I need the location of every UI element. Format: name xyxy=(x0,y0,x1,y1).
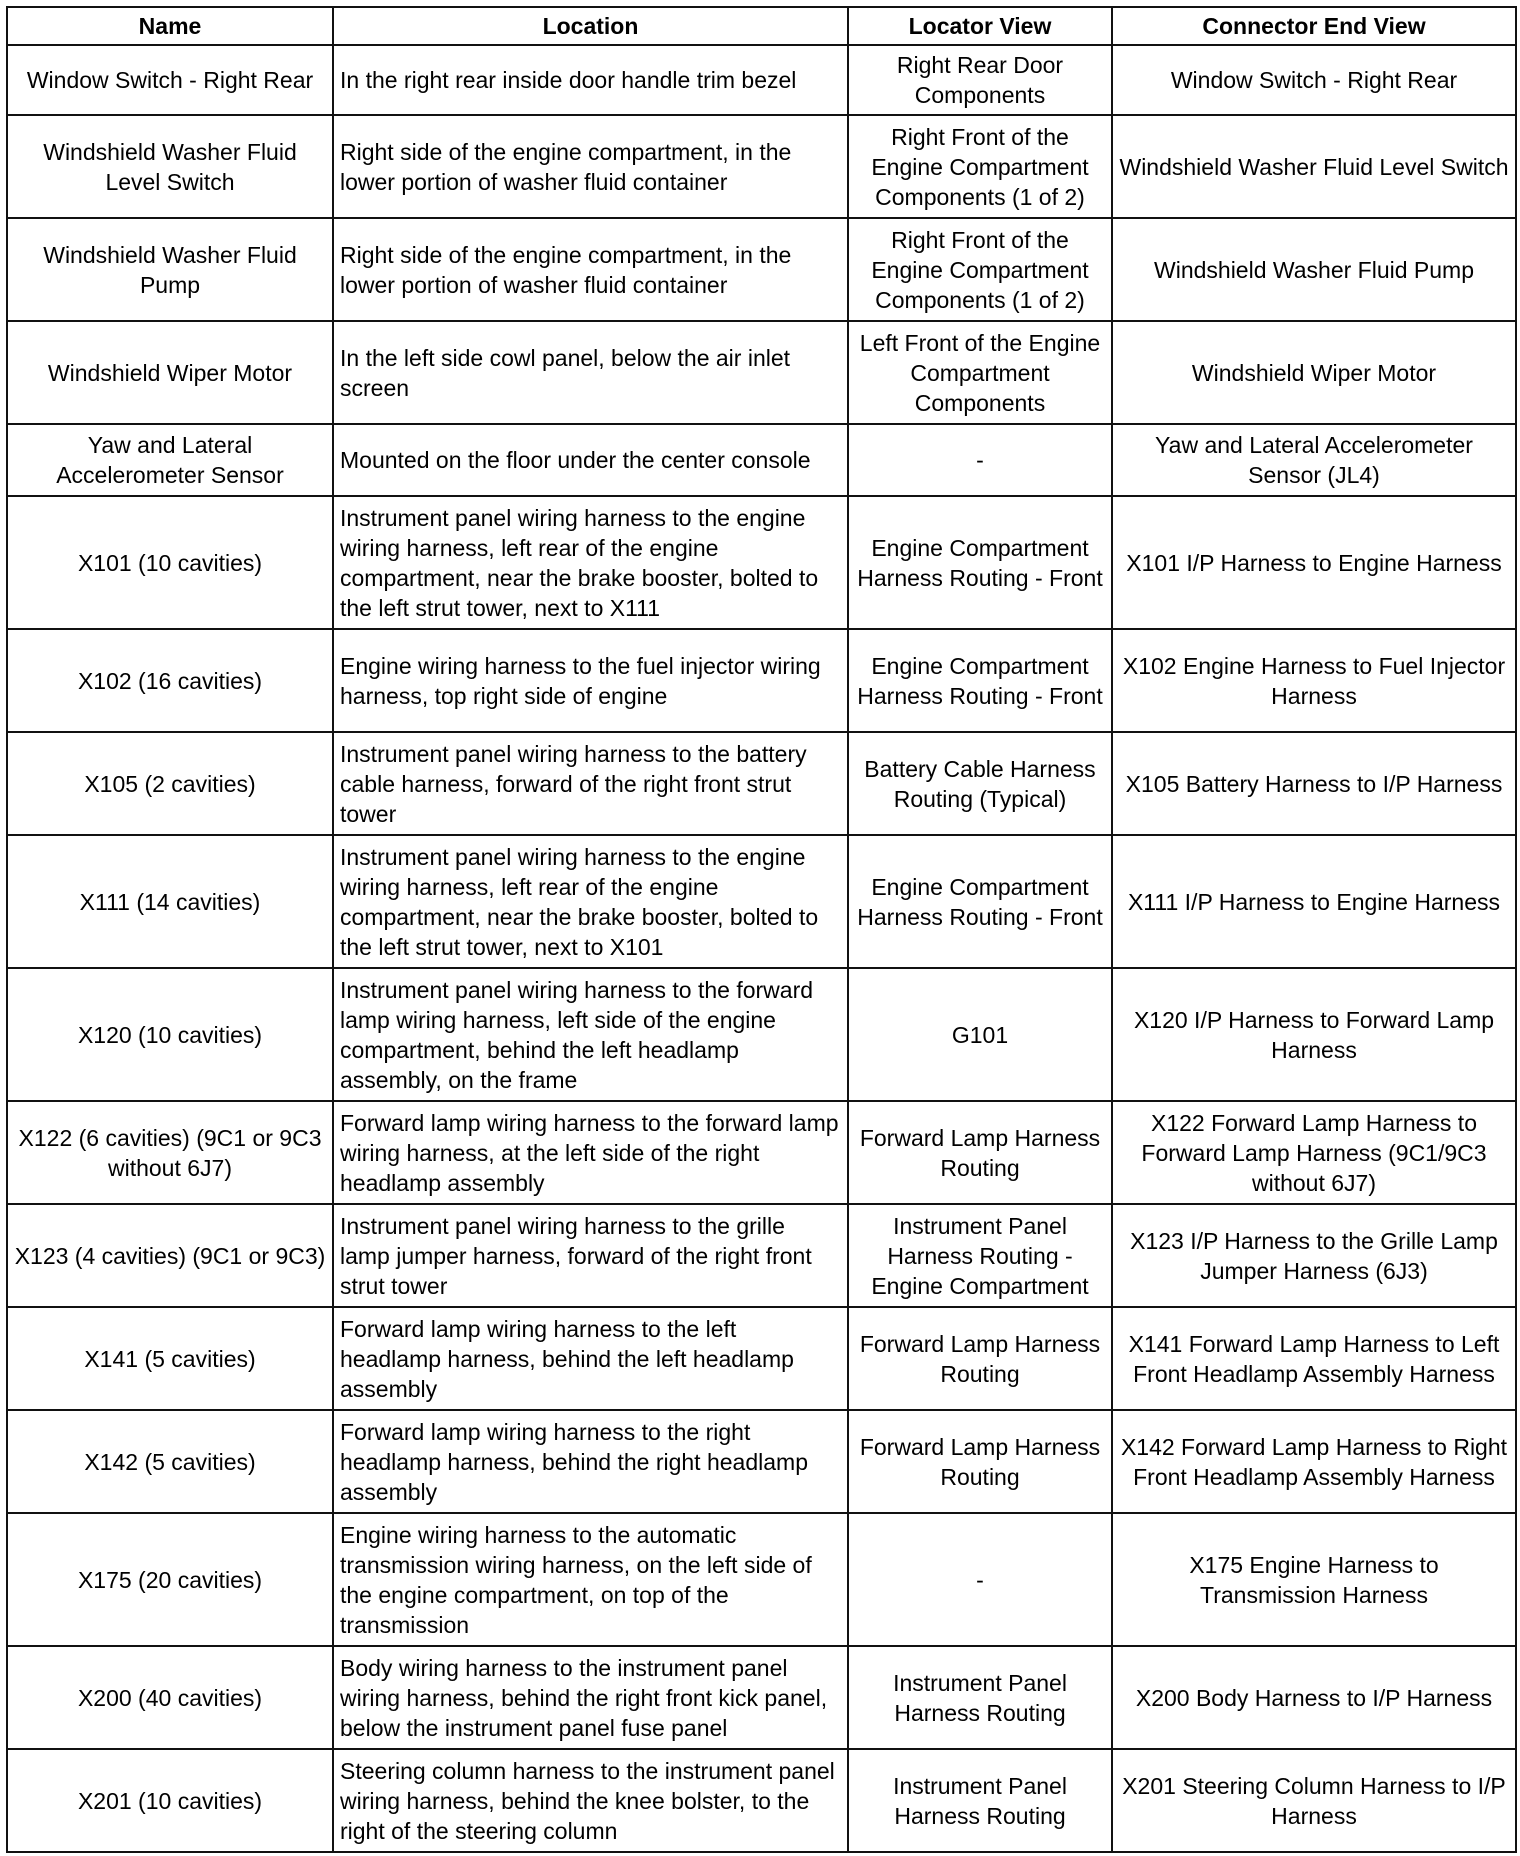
cell-location: Instrument panel wiring harness to the battery cable harness, forward of the right front strut tower xyxy=(333,732,848,835)
table-row xyxy=(7,1204,1516,1307)
cell-locator-view: Instrument Panel Harness Routing xyxy=(848,1646,1112,1749)
cell-connector-end-view: X201 Steering Column Harness to I/P Harness xyxy=(1112,1749,1516,1852)
cell-locator-view: Forward Lamp Harness Routing xyxy=(848,1307,1112,1410)
table-row xyxy=(7,115,1516,218)
cell-location: Forward lamp wiring harness to the left headlamp harness, behind the left headlamp assembly xyxy=(333,1307,848,1410)
cell-locator-view: Right Front of the Engine Compartment Components (1 of 2) xyxy=(848,115,1112,218)
cell-name: X102 (16 cavities) xyxy=(7,629,333,732)
header-connector-end-view: Connector End View xyxy=(1112,7,1516,45)
cell-location: Right side of the engine compartment, in the lower portion of washer fluid container xyxy=(333,218,848,321)
cell-name: X101 (10 cavities) xyxy=(7,496,333,629)
cell-locator-view: Engine Compartment Harness Routing - Front xyxy=(848,835,1112,968)
cell-locator-view: - xyxy=(848,1513,1112,1646)
cell-location: Forward lamp wiring harness to the forward lamp wiring harness, at the left side of the right headlamp assembly xyxy=(333,1101,848,1204)
table-row xyxy=(7,1307,1516,1410)
header-row xyxy=(7,7,1516,45)
table-row xyxy=(7,45,1516,115)
cell-name: Windshield Washer Fluid Level Switch xyxy=(7,115,333,218)
table-row xyxy=(7,321,1516,424)
cell-locator-view: Instrument Panel Harness Routing xyxy=(848,1749,1112,1852)
cell-location: Instrument panel wiring harness to the forward lamp wiring harness, left side of the engine compartment, behind the left headlamp assembly, on the frame xyxy=(333,968,848,1101)
table-row xyxy=(7,424,1516,496)
cell-connector-end-view: Windshield Washer Fluid Level Switch xyxy=(1112,115,1516,218)
cell-name: X105 (2 cavities) xyxy=(7,732,333,835)
cell-location: In the right rear inside door handle trim bezel xyxy=(333,45,848,115)
cell-connector-end-view: X111 I/P Harness to Engine Harness xyxy=(1112,835,1516,968)
cell-location: Mounted on the floor under the center console xyxy=(333,424,848,496)
table-row xyxy=(7,1410,1516,1513)
header-location: Location xyxy=(333,7,848,45)
cell-locator-view: G101 xyxy=(848,968,1112,1101)
table-row xyxy=(7,835,1516,968)
cell-location: Instrument panel wiring harness to the grille lamp jumper harness, forward of the right front strut tower xyxy=(333,1204,848,1307)
cell-connector-end-view: X101 I/P Harness to Engine Harness xyxy=(1112,496,1516,629)
cell-location: In the left side cowl panel, below the air inlet screen xyxy=(333,321,848,424)
cell-connector-end-view: X123 I/P Harness to the Grille Lamp Jumper Harness (6J3) xyxy=(1112,1204,1516,1307)
cell-location: Forward lamp wiring harness to the right headlamp harness, behind the right headlamp assembly xyxy=(333,1410,848,1513)
cell-name: X201 (10 cavities) xyxy=(7,1749,333,1852)
cell-locator-view: Instrument Panel Harness Routing - Engine Compartment xyxy=(848,1204,1112,1307)
cell-location: Steering column harness to the instrument panel wiring harness, behind the knee bolster, to the right of the steering column xyxy=(333,1749,848,1852)
cell-connector-end-view: X200 Body Harness to I/P Harness xyxy=(1112,1646,1516,1749)
table-row xyxy=(7,1646,1516,1749)
cell-connector-end-view: Windshield Wiper Motor xyxy=(1112,321,1516,424)
cell-connector-end-view: X175 Engine Harness to Transmission Harness xyxy=(1112,1513,1516,1646)
cell-connector-end-view: X102 Engine Harness to Fuel Injector Harness xyxy=(1112,629,1516,732)
cell-locator-view: - xyxy=(848,424,1112,496)
cell-locator-view: Engine Compartment Harness Routing - Front xyxy=(848,496,1112,629)
cell-connector-end-view: X141 Forward Lamp Harness to Left Front Headlamp Assembly Harness xyxy=(1112,1307,1516,1410)
table-row xyxy=(7,1749,1516,1852)
table-row xyxy=(7,1513,1516,1646)
table-row xyxy=(7,1101,1516,1204)
cell-locator-view: Forward Lamp Harness Routing xyxy=(848,1410,1112,1513)
cell-connector-end-view: Window Switch - Right Rear xyxy=(1112,45,1516,115)
cell-name: X123 (4 cavities) (9C1 or 9C3) xyxy=(7,1204,333,1307)
table-row xyxy=(7,629,1516,732)
cell-name: X142 (5 cavities) xyxy=(7,1410,333,1513)
cell-location: Instrument panel wiring harness to the engine wiring harness, left rear of the engine compartment, near the brake booster, bolted to the left strut tower, next to X111 xyxy=(333,496,848,629)
cell-location: Body wiring harness to the instrument panel wiring harness, behind the right front kick panel, below the instrument panel fuse panel xyxy=(333,1646,848,1749)
connector-table-container xyxy=(6,6,1517,1853)
cell-name: Yaw and Lateral Accelerometer Sensor xyxy=(7,424,333,496)
cell-location: Engine wiring harness to the fuel injector wiring harness, top right side of engine xyxy=(333,629,848,732)
cell-name: X175 (20 cavities) xyxy=(7,1513,333,1646)
cell-location: Right side of the engine compartment, in the lower portion of washer fluid container xyxy=(333,115,848,218)
cell-name: Window Switch - Right Rear xyxy=(7,45,333,115)
table-row xyxy=(7,496,1516,629)
connector-table xyxy=(6,6,1517,1853)
cell-name: X141 (5 cavities) xyxy=(7,1307,333,1410)
cell-connector-end-view: X122 Forward Lamp Harness to Forward Lamp Harness (9C1/9C3 without 6J7) xyxy=(1112,1101,1516,1204)
cell-connector-end-view: Yaw and Lateral Accelerometer Sensor (JL4) xyxy=(1112,424,1516,496)
cell-location: Engine wiring harness to the automatic transmission wiring harness, on the left side of the engine compartment, on top of the transmission xyxy=(333,1513,848,1646)
cell-locator-view: Right Front of the Engine Compartment Components (1 of 2) xyxy=(848,218,1112,321)
cell-connector-end-view: Windshield Washer Fluid Pump xyxy=(1112,218,1516,321)
cell-location: Instrument panel wiring harness to the engine wiring harness, left rear of the engine compartment, near the brake booster, bolted to the left strut tower, next to X101 xyxy=(333,835,848,968)
cell-name: X111 (14 cavities) xyxy=(7,835,333,968)
cell-locator-view: Battery Cable Harness Routing (Typical) xyxy=(848,732,1112,835)
cell-locator-view: Right Rear Door Components xyxy=(848,45,1112,115)
header-locator-view: Locator View xyxy=(848,7,1112,45)
cell-connector-end-view: X105 Battery Harness to I/P Harness xyxy=(1112,732,1516,835)
table-row xyxy=(7,968,1516,1101)
cell-name: Windshield Washer Fluid Pump xyxy=(7,218,333,321)
header-name: Name xyxy=(7,7,333,45)
cell-name: X122 (6 cavities) (9C1 or 9C3 without 6J7) xyxy=(7,1101,333,1204)
cell-name: Windshield Wiper Motor xyxy=(7,321,333,424)
cell-connector-end-view: X142 Forward Lamp Harness to Right Front Headlamp Assembly Harness xyxy=(1112,1410,1516,1513)
cell-locator-view: Left Front of the Engine Compartment Components xyxy=(848,321,1112,424)
table-row xyxy=(7,732,1516,835)
cell-name: X120 (10 cavities) xyxy=(7,968,333,1101)
cell-name: X200 (40 cavities) xyxy=(7,1646,333,1749)
table-row xyxy=(7,218,1516,321)
cell-locator-view: Forward Lamp Harness Routing xyxy=(848,1101,1112,1204)
cell-locator-view: Engine Compartment Harness Routing - Front xyxy=(848,629,1112,732)
cell-connector-end-view: X120 I/P Harness to Forward Lamp Harness xyxy=(1112,968,1516,1101)
